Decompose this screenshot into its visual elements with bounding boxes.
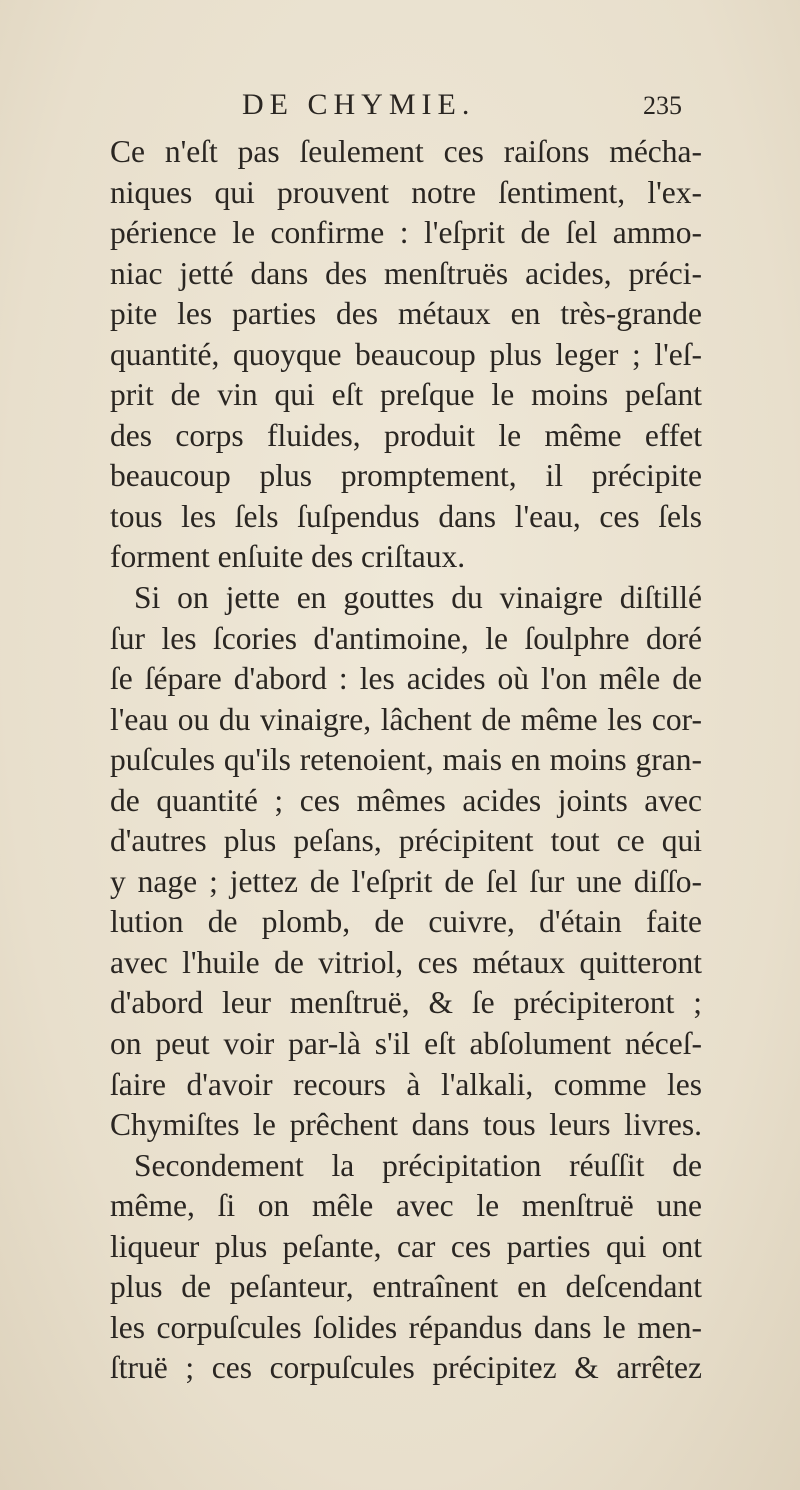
text-line: Chymiſtes le prêchent dans tous leurs livres. — [110, 1107, 702, 1143]
text-line: lution de plomb, de cuivre, d'étain faite — [110, 904, 702, 940]
text-line: Secondement la précipitation réuſſit de — [134, 1147, 702, 1183]
text-line: ſtruë ; ces corpuſcules précipitez & arrêtez — [110, 1350, 702, 1386]
text-line: ſur les ſcories d'antimoine, le ſoulphre doré — [110, 620, 702, 656]
text-line: plus de peſanteur, entraînent en deſcendant — [110, 1269, 702, 1305]
body-text — [110, 132, 702, 1389]
text-line: liqueur plus peſante, car ces parties qui ont — [110, 1228, 702, 1264]
text-line: Si on jette en gouttes du vinaigre diſtillé — [134, 580, 702, 616]
text-line: on peut voir par-là s'il eſt abſolument néceſ- — [110, 1026, 702, 1062]
text-line: pite les parties des métaux en très-grande — [110, 296, 702, 332]
text-line: même, ſi on mêle avec le menſtruë une — [110, 1188, 702, 1224]
text-line: d'autres plus peſans, précipitent tout ce qui — [110, 823, 702, 859]
text-line: niques qui prouvent notre ſentiment, l'ex- — [110, 174, 702, 210]
running-head — [242, 88, 682, 128]
text-line: ſaire d'avoir recours à l'alkali, comme les — [110, 1066, 702, 1102]
text-line: tous les ſels ſuſpendus dans l'eau, ces ſels — [110, 498, 702, 534]
text-line: prit de vin qui eſt preſque le moins peſant — [110, 377, 702, 413]
text-line: forment enſuite des criſtaux. — [110, 539, 466, 575]
text-line: avec l'huile de vitriol, ces métaux quitteront — [110, 944, 702, 980]
text-line: y nage ; jettez de l'eſprit de ſel ſur une diſſo- — [110, 863, 702, 899]
text-line: niac jetté dans des menſtruës acides, préci- — [110, 255, 702, 291]
text-line: ſe ſépare d'abord : les acides où l'on mêle de — [110, 661, 702, 697]
running-head-title: DE CHYMIE. — [242, 88, 476, 121]
text-line: puſcules qu'ils retenoient, mais en moins gran- — [110, 742, 702, 778]
text-line: de quantité ; ces mêmes acides joints avec — [110, 782, 702, 818]
text-line: des corps fluides, produit le même effet — [110, 417, 702, 453]
text-line: d'abord leur menſtruë, & ſe précipiteront ; — [110, 985, 702, 1021]
text-line: l'eau ou du vinaigre, lâchent de même les cor- — [110, 701, 702, 737]
text-line: Ce n'eſt pas ſeulement ces raiſons mécha- — [110, 134, 702, 169]
text-line: les corpuſcules ſolides répandus dans le men- — [110, 1309, 702, 1345]
text-line: beaucoup plus promptement, il précipite — [110, 458, 702, 494]
text-line: périence le confirme : l'eſprit de ſel ammo- — [110, 215, 702, 251]
text-line: quantité, quoyque beaucoup plus leger ; l'eſ- — [110, 336, 702, 372]
page-number: 235 — [643, 91, 682, 120]
